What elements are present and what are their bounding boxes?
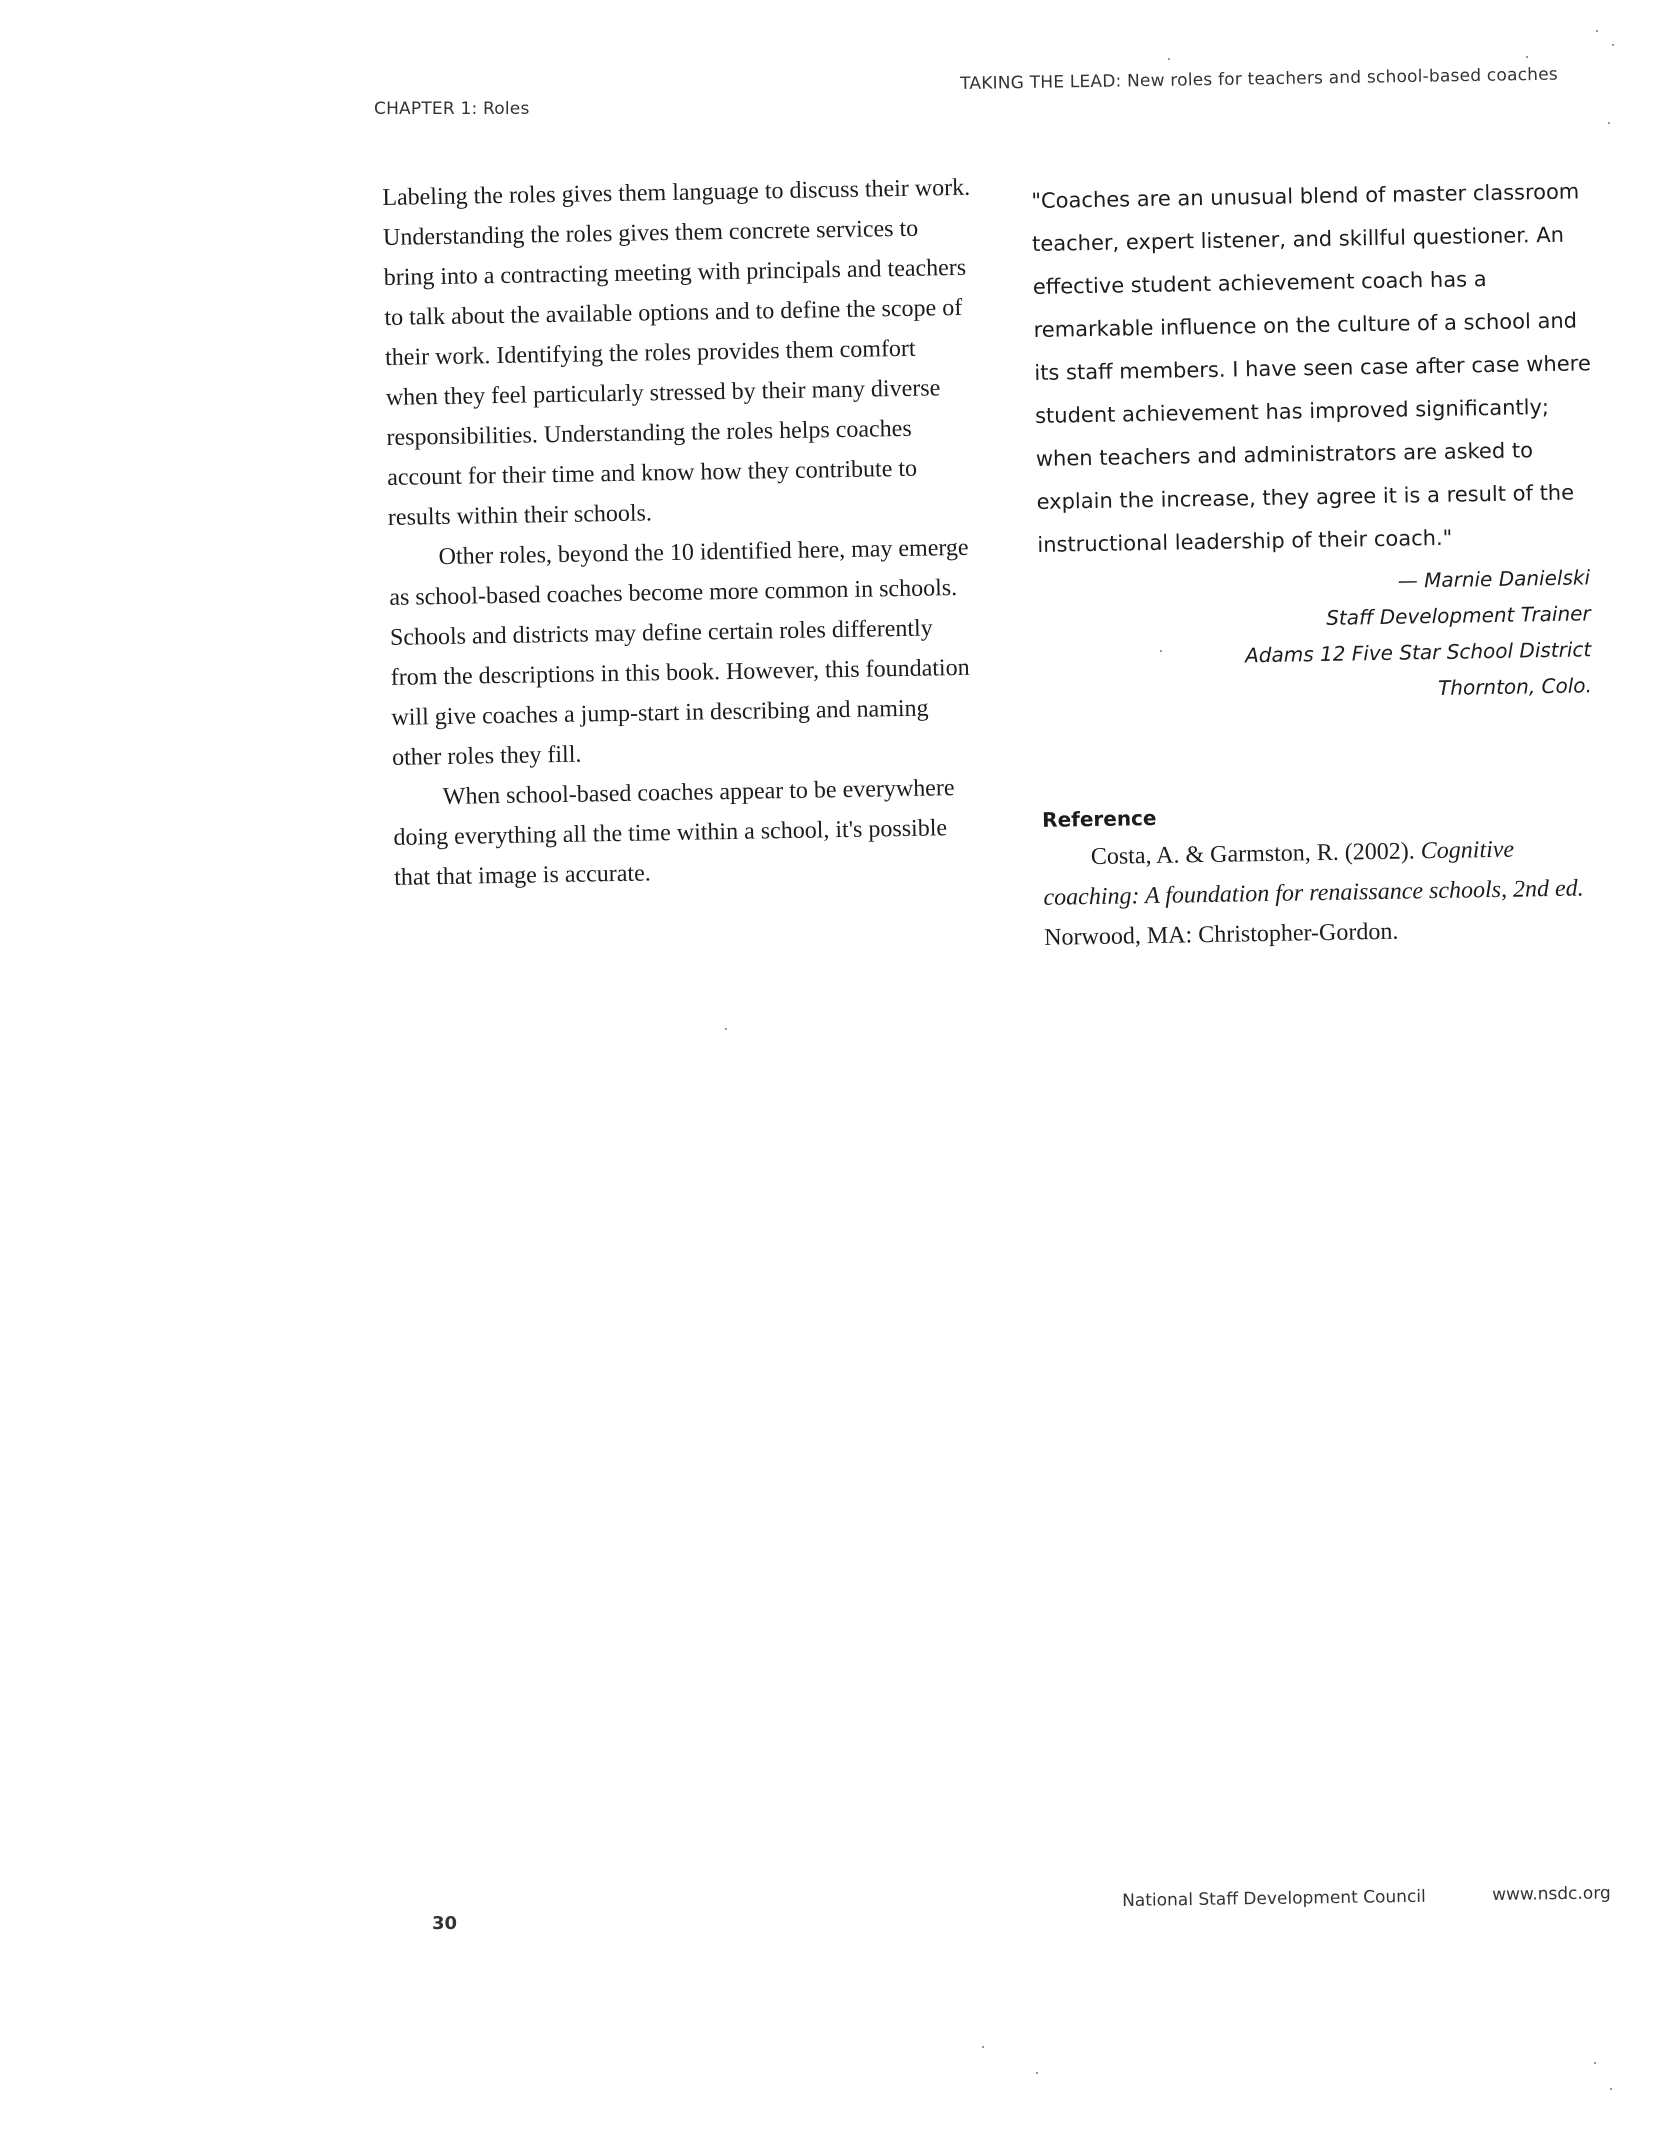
body-paragraph-3: When school-based coaches appear to be everywhere doing everything all the time within a school, it's possible that that image is accurate.	[393, 775, 955, 891]
scan-speck	[1608, 122, 1610, 124]
footer-organization: National Staff Development Council	[1122, 1886, 1426, 1911]
body-paragraph-1: Labeling the roles gives them language to discuss their work. Understanding the roles gives them concrete services to bring into a contracting meeting with principals and teachers to talk about the available options and to define the scope of their work. Identifying the roles provides them comfort when they feel particularly stressed by their many diverse responsibilities. Understanding the roles helps coaches account for their time and know how they contribute to results within their schools.	[382, 174, 971, 531]
reference-publisher: Norwood, MA: Christopher-Gordon.	[1044, 918, 1399, 951]
quote-author-organization: Adams 12 Five Star School District	[1244, 637, 1592, 668]
body-paragraph-2: Other roles, beyond the 10 identified here, may emerge as school-based coaches become more common in schools. Schools and districts may define certain roles differently from the descriptions in this book. However, this foundation will give coaches a jump-start in describing and naming other roles they fill.	[389, 534, 970, 771]
running-header-book-title: TAKING THE LEAD: New roles for teachers and school-based coaches	[960, 64, 1559, 94]
scan-speck	[725, 1028, 727, 1030]
running-header-chapter: CHAPTER 1: Roles	[374, 99, 530, 119]
quote-author: — Marnie Danielski	[1397, 565, 1591, 593]
quote-author-location: Thornton, Colo.	[1437, 673, 1593, 700]
quote-attribution	[1038, 559, 1600, 713]
scan-speck	[1160, 650, 1162, 652]
page-number: 30	[432, 1913, 458, 1934]
sidebar-column	[1031, 170, 1604, 958]
reference-authors: Costa, A. & Garmston, R. (2002).	[1090, 838, 1416, 871]
footer-url: www.nsdc.org	[1492, 1883, 1611, 1905]
scan-speck	[1612, 44, 1614, 46]
quote-author-role: Staff Development Trainer	[1325, 601, 1591, 630]
scan-speck	[1596, 30, 1598, 32]
scan-speck	[1168, 58, 1170, 60]
pull-quote: "Coaches are an unusual blend of master classroom teacher, expert listener, and skillful questioner. An effective student achievement coach has a remarkable influence on the culture of a school and its staff members. I have seen case after case where student achievement has improved significantly; when teachers and administrators are asked to explain the increase, they agree it is a result of the instructional leadership of their coach."	[1031, 179, 1591, 557]
scan-speck	[1594, 2062, 1596, 2064]
scan-speck	[1610, 2088, 1612, 2090]
reference-title: Cognitive coaching: A foundation for renaissance schools, 2nd ed.	[1043, 836, 1584, 911]
reference-heading: Reference	[1041, 805, 1157, 832]
scan-speck	[1526, 56, 1528, 58]
scan-speck	[982, 2046, 984, 2048]
reference-entry	[1042, 828, 1604, 958]
scan-speck	[1036, 2072, 1038, 2074]
main-text-column	[382, 168, 982, 898]
